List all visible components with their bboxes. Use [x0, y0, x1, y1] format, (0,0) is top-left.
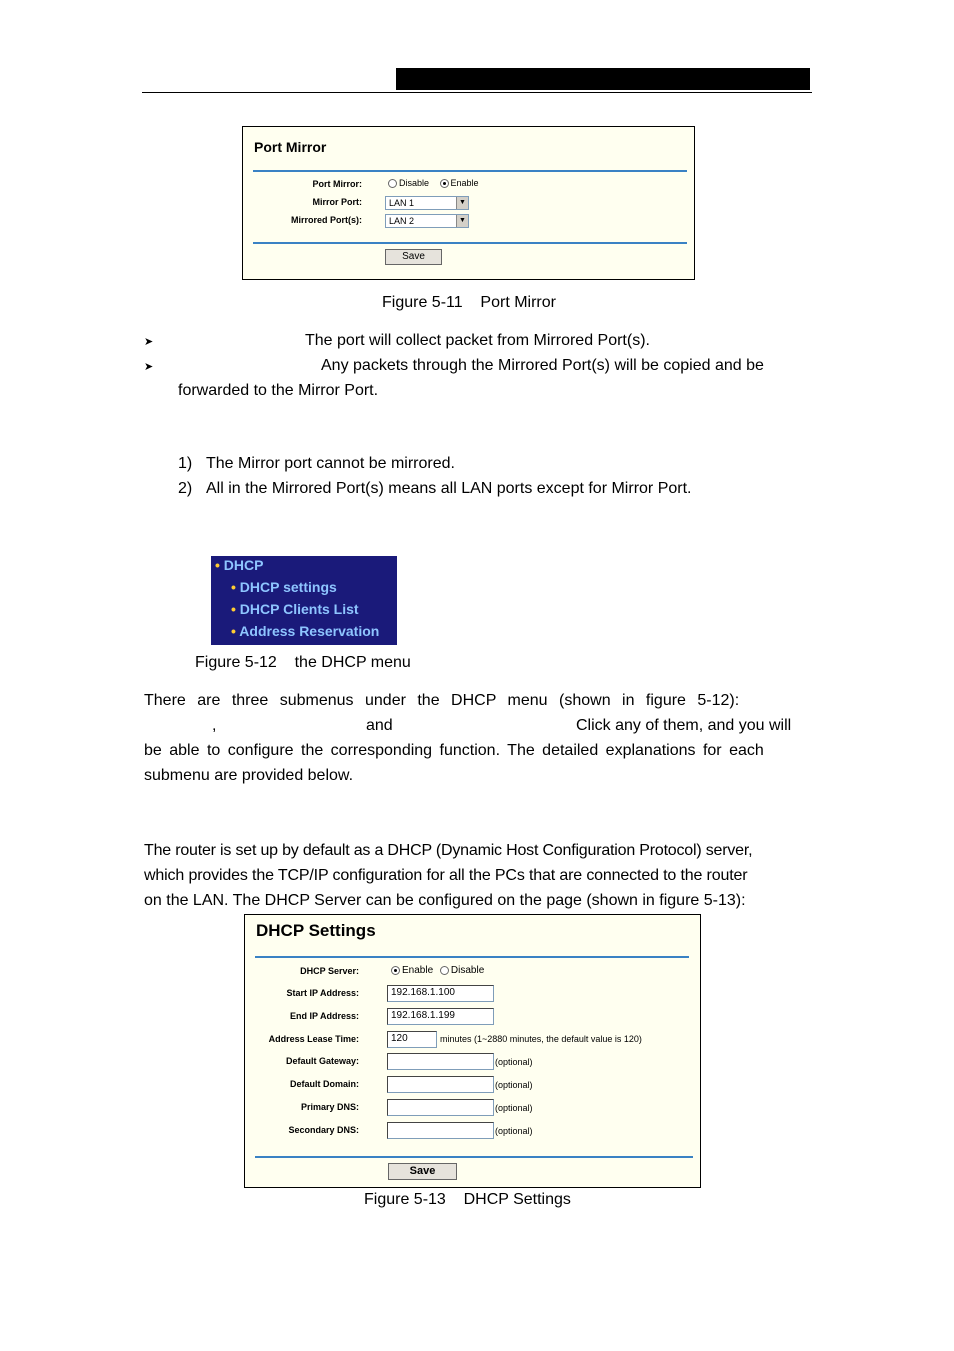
- panel-rule-top: [253, 170, 687, 172]
- default-gateway-label: Default Gateway:: [285, 1056, 359, 1066]
- note-num-1: 1): [178, 455, 193, 472]
- dhcp-menu: [211, 556, 397, 645]
- disable-radio[interactable]: [388, 179, 397, 188]
- mirrored-ports-value: LAN 2: [389, 216, 415, 226]
- enable-radio[interactable]: [391, 966, 400, 975]
- panel-rule-top: [255, 956, 689, 958]
- menu-item-dhcp-settings[interactable]: [231, 579, 337, 595]
- paragraph-1-line-1: There are three submenus under the DHCP menu (shown in figure 5-12):: [144, 692, 740, 709]
- note-text-2: All in the Mirrored Port(s) means all LAN ports except for Mirror Port.: [206, 480, 692, 497]
- lease-time-hint: minutes (1~2880 minutes, the default value is 120): [440, 1034, 642, 1044]
- bullet-arrow-icon: ➤: [144, 336, 154, 348]
- menu-item-dhcp-clients-list[interactable]: [231, 601, 359, 617]
- bullet-icon: •: [231, 601, 236, 617]
- default-domain-label: Default Domain:: [289, 1079, 359, 1089]
- lease-time-label: Address Lease Time:: [268, 1034, 359, 1044]
- bullet-text-1: The port will collect packet from Mirrored Port(s).: [305, 332, 650, 349]
- secondary-dns-input[interactable]: [387, 1122, 494, 1139]
- menu-item-label: DHCP settings: [239, 579, 337, 595]
- dhcp-server-label: DHCP Server:: [300, 966, 359, 976]
- optional-hint: (optional): [495, 1080, 533, 1090]
- mirror-port-label: Mirror Port:: [312, 197, 362, 207]
- header-rule: [142, 92, 812, 93]
- port-mirror-radio-group: [388, 178, 479, 188]
- mirrored-ports-select[interactable]: [385, 214, 469, 228]
- start-ip-label: Start IP Address:: [286, 988, 359, 998]
- end-ip-input[interactable]: 192.168.1.199: [387, 1008, 494, 1025]
- bullet-text-2: Any packets through the Mirrored Port(s) will be copied and be: [321, 357, 764, 374]
- figure-5-12-caption: Figure 5-12 the DHCP menu: [195, 654, 411, 671]
- bullet-arrow-icon: ➤: [144, 361, 154, 373]
- menu-item-label: DHCP Clients List: [239, 601, 359, 617]
- figure-5-13-caption: Figure 5-13 DHCP Settings: [364, 1191, 571, 1208]
- default-domain-input[interactable]: [387, 1076, 494, 1093]
- disable-radio[interactable]: [440, 966, 449, 975]
- disable-label: Disable: [399, 178, 430, 188]
- optional-hint: (optional): [495, 1057, 533, 1067]
- paragraph-1-line-4: submenu are provided below.: [144, 767, 354, 784]
- figure-5-11-caption: Figure 5-11 Port Mirror: [382, 294, 556, 311]
- paragraph-1-comma: ,: [212, 717, 217, 734]
- secondary-dns-label: Secondary DNS:: [288, 1125, 359, 1135]
- primary-dns-label: Primary DNS:: [300, 1102, 359, 1112]
- chevron-down-icon: ▼: [456, 215, 468, 227]
- note-num-2: 2): [178, 480, 193, 497]
- bullet-icon: •: [215, 557, 220, 573]
- primary-dns-input[interactable]: [387, 1099, 494, 1116]
- default-gateway-input[interactable]: [387, 1053, 494, 1070]
- enable-label: Enable: [402, 965, 434, 976]
- dhcp-settings-title: DHCP Settings: [256, 921, 376, 940]
- paragraph-1-line-3: be able to configure the corresponding function. The detailed explanations for each: [144, 742, 764, 759]
- lease-time-input[interactable]: 120: [387, 1031, 437, 1048]
- disable-label: Disable: [450, 965, 485, 976]
- bullet-text-2-cont: forwarded to the Mirror Port.: [178, 382, 379, 399]
- paragraph-1-and: and: [366, 717, 393, 734]
- panel-rule-bottom: [253, 242, 687, 244]
- optional-hint: (optional): [495, 1126, 533, 1136]
- mirror-port-value: LAN 1: [389, 198, 415, 208]
- save-button[interactable]: Save: [388, 1163, 457, 1180]
- paragraph-2-line-3: on the LAN. The DHCP Server can be configured on the page (shown in figure 5-13):: [144, 892, 746, 909]
- end-ip-label: End IP Address:: [289, 1011, 359, 1021]
- port-mirror-label: Port Mirror:: [312, 179, 362, 189]
- paragraph-1-line-2-end: Click any of them, and you will: [576, 717, 792, 734]
- menu-item-label: Address Reservation: [239, 623, 380, 639]
- paragraph-2-line-1: The router is set up by default as a DHCP (Dynamic Host Configuration Protocol) server,: [144, 842, 753, 859]
- panel-rule-bottom: [255, 1156, 693, 1158]
- menu-item-dhcp[interactable]: [215, 557, 263, 573]
- mirrored-ports-label: Mirrored Port(s):: [290, 215, 362, 225]
- start-ip-input[interactable]: 192.168.1.100: [387, 985, 494, 1002]
- dhcp-settings-panel: [244, 914, 701, 1188]
- enable-label: Enable: [450, 178, 479, 188]
- optional-hint: (optional): [495, 1103, 533, 1113]
- mirror-port-select[interactable]: [385, 196, 469, 210]
- save-button[interactable]: Save: [385, 249, 442, 265]
- header-bar: [396, 68, 810, 90]
- bullet-icon: •: [231, 579, 236, 595]
- dhcp-server-radio-group: [391, 965, 484, 976]
- menu-item-label: DHCP: [223, 557, 264, 573]
- note-text-1: The Mirror port cannot be mirrored.: [206, 455, 455, 472]
- enable-radio[interactable]: [440, 179, 449, 188]
- bullet-icon: •: [231, 623, 236, 639]
- paragraph-2-line-2: which provides the TCP/IP configuration for all the PCs that are connected to the router: [144, 867, 748, 884]
- port-mirror-title: Port Mirror: [254, 139, 327, 155]
- chevron-down-icon: ▼: [456, 197, 468, 209]
- port-mirror-panel: [242, 126, 695, 280]
- menu-item-address-reservation[interactable]: [231, 623, 379, 639]
